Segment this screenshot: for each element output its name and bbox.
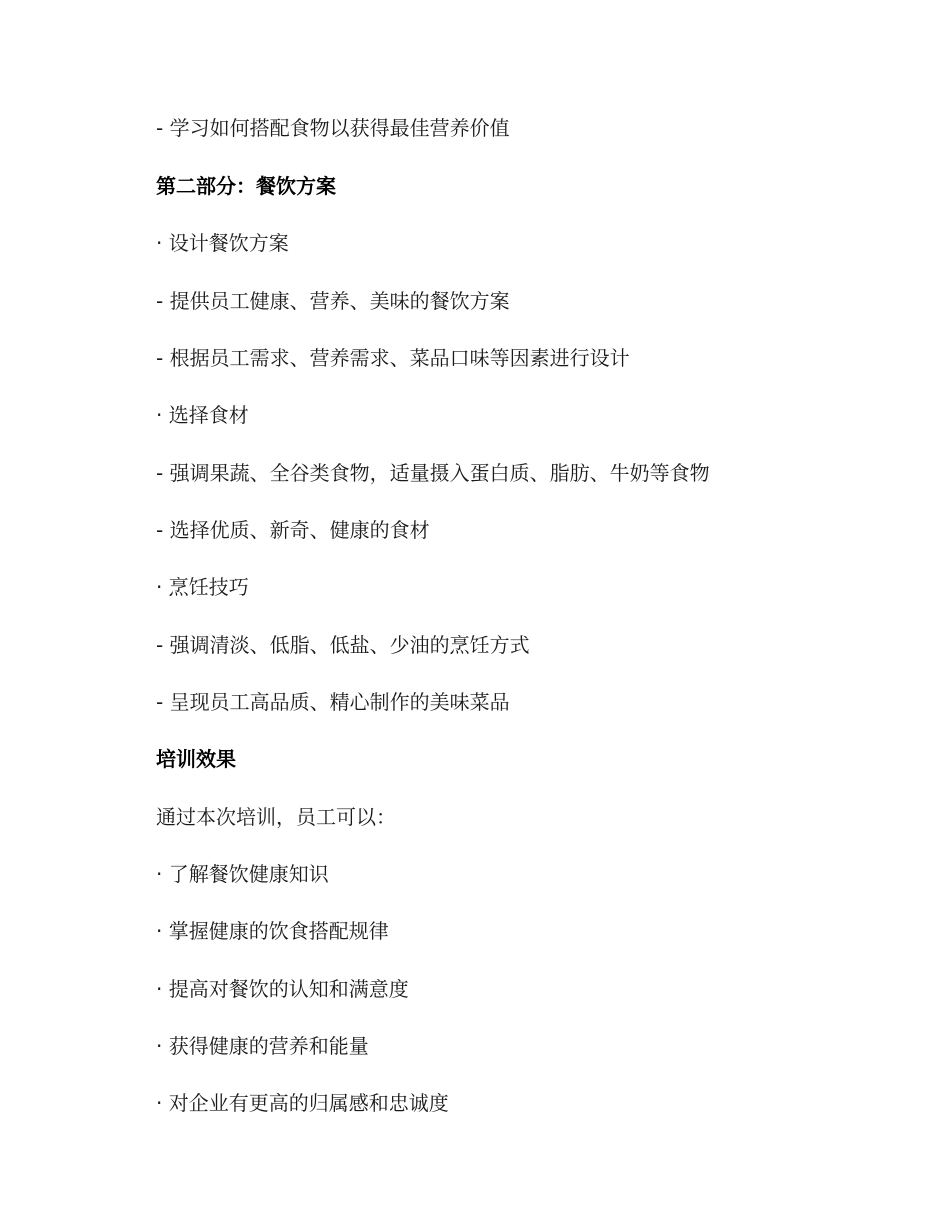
list-item: - 强调清淡、低脂、低盐、少油的烹饪方式	[156, 633, 530, 657]
list-item: - 根据员工需求、营养需求、菜品口味等因素进行设计	[156, 346, 630, 370]
list-item: · 对企业有更高的归属感和忠诚度	[156, 1091, 449, 1115]
list-item: · 烹饪技巧	[156, 575, 249, 599]
list-item: · 获得健康的营养和能量	[156, 1034, 369, 1058]
paragraph: 通过本次培训，员工可以：	[156, 805, 396, 829]
section-heading: 培训效果	[156, 747, 236, 771]
list-item: - 呈现员工高品质、精心制作的美味菜品	[156, 690, 510, 714]
list-item: · 了解餐饮健康知识	[156, 862, 329, 886]
list-item: - 选择优质、新奇、健康的食材	[156, 518, 430, 542]
section-heading: 第二部分：餐饮方案	[156, 174, 336, 198]
list-item: · 提高对餐饮的认知和满意度	[156, 977, 409, 1001]
list-item: - 提供员工健康、营养、美味的餐饮方案	[156, 289, 510, 313]
list-item: - 学习如何搭配食物以获得最佳营养价值	[156, 116, 510, 140]
list-item: · 掌握健康的饮食搭配规律	[156, 919, 389, 943]
list-item: · 设计餐饮方案	[156, 231, 289, 255]
list-item: · 选择食材	[156, 403, 249, 427]
list-item: - 强调果蔬、全谷类食物，适量摄入蛋白质、脂肪、牛奶等食物	[156, 461, 710, 485]
